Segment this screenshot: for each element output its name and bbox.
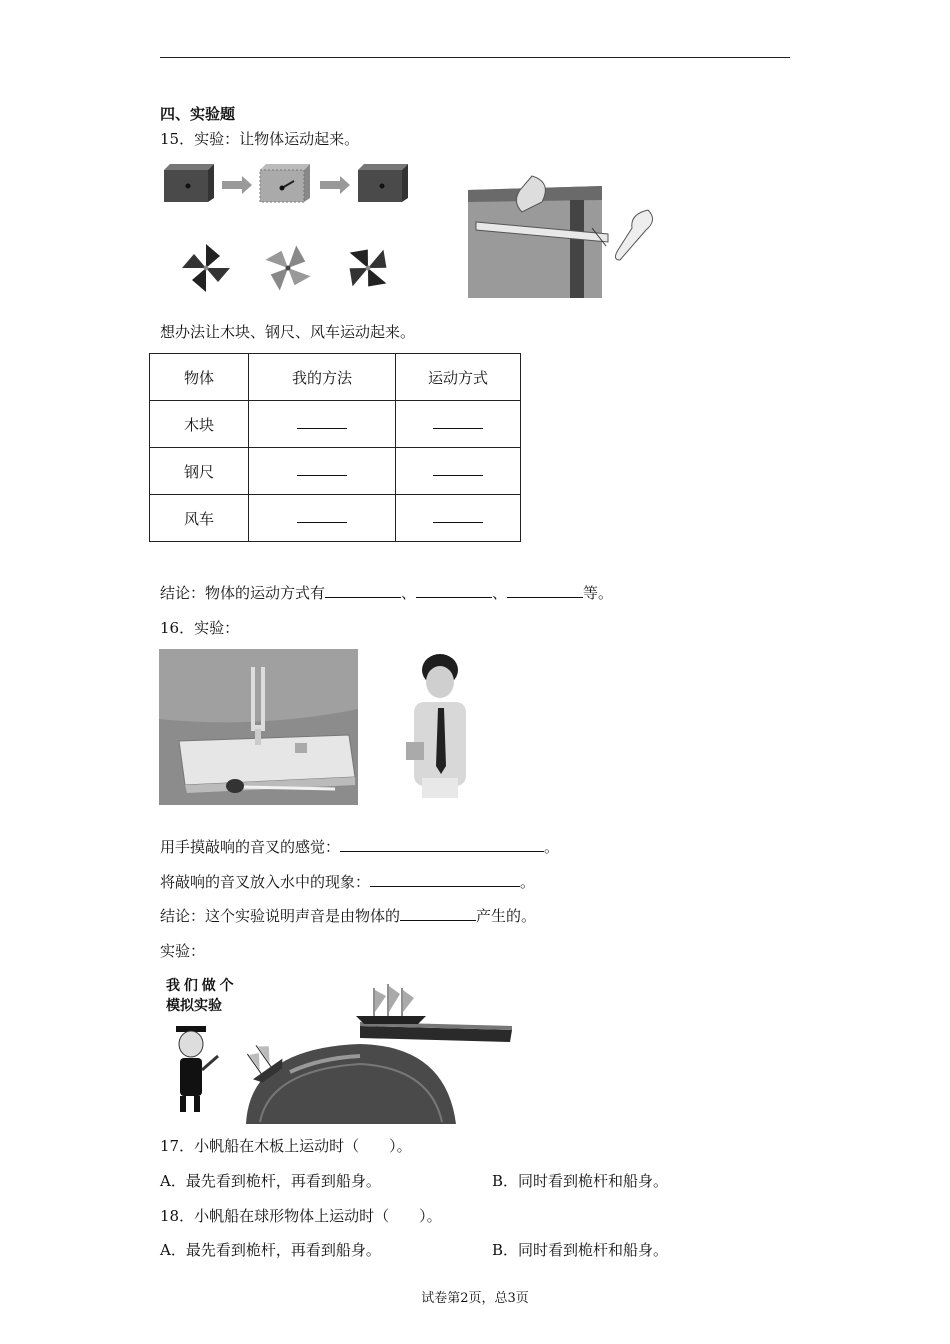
experiment-label: 实验： [160,942,206,960]
table-cell-method[interactable] [249,401,396,448]
q18-title: 18．小帆船在球形物体上运动时（ ）。 [160,1207,442,1225]
table-row [150,495,521,542]
method-blank[interactable] [297,467,347,476]
arrow-2 [320,176,350,194]
q18-option-a[interactable]: A．最先看到桅杆，再看到船身。 [160,1241,381,1259]
page-footer: 试卷第2页，总3页 [421,1291,529,1306]
phenomenon-blank[interactable] [370,872,520,887]
illustration-text-2: 模拟实验 [166,997,222,1013]
plank [360,1022,512,1042]
table-header-cell: 运动方式 [396,354,521,401]
sailboat-on-plank [356,984,426,1024]
boy-with-tuning-fork-image [402,650,482,802]
q17-option-b[interactable]: B．同时看到桅杆和船身。 [492,1172,669,1190]
table-header-row [150,354,521,401]
wood-block-1 [164,164,214,202]
pinwheel-1 [182,244,230,292]
table-cell-motion[interactable] [396,495,521,542]
q16-line2: 将敲响的音叉放入水中的现象： 。 [160,873,536,891]
wood-block-2 [260,164,310,202]
sailboat-simulation-image [160,972,515,1124]
section-title: 四、实验题 [160,105,236,123]
conclusion-blank[interactable] [400,906,476,921]
q16-line1: 用手摸敲响的音叉的感觉： 。 [160,838,560,856]
q17-option-a[interactable]: A．最先看到桅杆，再看到船身。 [160,1172,381,1190]
header-rule [160,57,790,58]
sphere [246,1044,456,1124]
pinwheel-3 [334,240,398,296]
table-cell-motion[interactable] [396,401,521,448]
q16-title: 16．实验： [160,619,240,637]
table-row [150,401,521,448]
table-header-cell: 物体 [150,354,249,401]
q15-title: 15．实验：让物体运动起来。 [160,130,360,148]
table-header-cell: 我的方法 [249,354,396,401]
q18-option-b[interactable]: B．同时看到桅杆和船身。 [492,1241,669,1259]
motion-blank[interactable] [433,514,483,523]
pinwheels-image [178,240,398,296]
motion-blank[interactable] [433,467,483,476]
table-cell-object: 钢尺 [150,448,249,495]
q16-line3: 结论：这个实验说明声音是由物体的 产生的。 [160,907,537,925]
table-cell-method[interactable] [249,495,396,542]
conclusion-blank-1[interactable] [325,583,401,598]
q15-conclusion: 结论：物体的运动方式有 、 、 等。 [160,584,614,602]
table-cell-object: 木块 [150,401,249,448]
table-cell-motion[interactable] [396,448,521,495]
table-row [150,448,521,495]
steel-ruler-on-table-image [462,172,662,300]
table-cell-object: 风车 [150,495,249,542]
arrow-1 [222,176,252,194]
q15-instruction: 想办法让木块、钢尺、风车运动起来。 [160,323,416,341]
motion-blank[interactable] [433,420,483,429]
doctor-character [176,1026,218,1112]
tuning-fork-image [159,649,358,805]
illustration-text-1: 我 们 做 个 [166,977,234,993]
pinwheel-2 [257,240,319,296]
method-blank[interactable] [297,514,347,523]
method-blank[interactable] [297,420,347,429]
q17-title: 17．小帆船在木板上运动时（ ）。 [160,1137,412,1155]
wood-block-3 [358,164,408,202]
conclusion-blank-2[interactable] [416,583,492,598]
conclusion-blank-3[interactable] [507,583,583,598]
wood-block-sequence-image [160,162,410,204]
table-cell-method[interactable] [249,448,396,495]
feeling-blank[interactable] [340,837,544,852]
q15-table [149,353,521,542]
